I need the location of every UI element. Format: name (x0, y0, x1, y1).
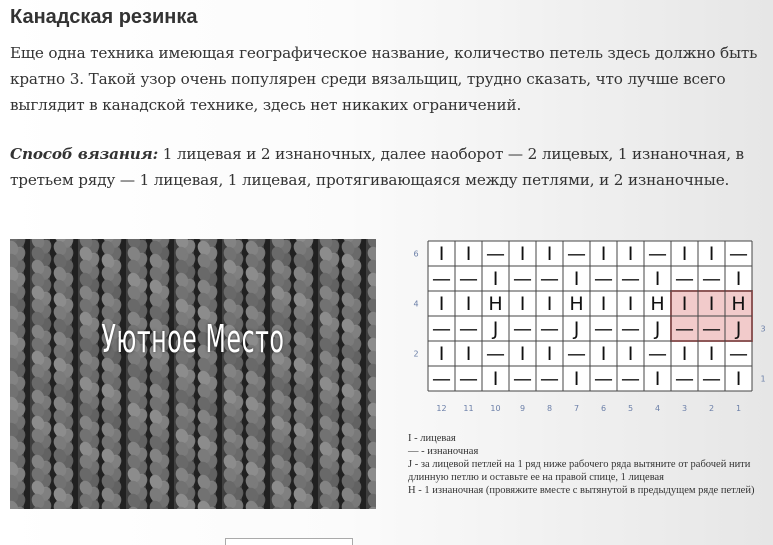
chart-cell-symbol: — (513, 368, 532, 390)
legend-item: — - изнаночная (408, 446, 479, 457)
chart-cell-symbol: — (675, 318, 694, 340)
chart-cell-symbol: I (681, 243, 688, 265)
row-label-right: 3 (760, 324, 766, 334)
chart-cell-symbol: — (702, 368, 721, 390)
method-text: 1 лицевая и 2 изнаночных, далее наоборот — 2 лицевых, 1 изнаночная, в третьем ряду — 1 лицевая, 1 лицевая, протягивающаяся между петлями, и 2 изнаночные. (10, 145, 744, 189)
chart-cell-symbol: I (465, 243, 472, 265)
chart-cell-symbol: — (540, 268, 559, 290)
legend-item: I - лицевая (408, 433, 456, 444)
chart-cell-symbol: — (702, 318, 721, 340)
chart-cell-symbol: — (432, 318, 451, 340)
column-label: 3 (681, 404, 688, 412)
chart-cell-symbol: I (519, 343, 526, 365)
row-label-left: 6 (413, 249, 419, 259)
chart-cell-symbol: H (488, 293, 503, 315)
chart-cell-symbol: J (573, 318, 580, 340)
chart-cell-symbol: H (569, 293, 584, 315)
chart-cell-symbol: — (675, 268, 694, 290)
chart-cell-symbol: — (540, 368, 559, 390)
legend-item: J - за лицевой петлей на 1 ряд ниже рабочего ряда вытяните от рабочей нити длинную петлю и оставьте ее на правой спице, 1 лицевая (408, 459, 751, 483)
chart-cell-symbol: — (648, 343, 667, 365)
chart-cell-symbol: I (546, 343, 553, 365)
column-label: 7 (573, 404, 580, 412)
chart-cell-symbol: I (519, 243, 526, 265)
chart-cell-symbol: — (486, 243, 505, 265)
chart-cell-symbol: I (681, 343, 688, 365)
article-title: Канадская резинка (10, 6, 198, 28)
row-label-left: 2 (413, 349, 419, 359)
chart-cell-symbol: J (735, 318, 742, 340)
chart-cell-symbol: — (513, 318, 532, 340)
chart-cell-symbol: I (708, 293, 715, 315)
chart-cell-symbol: — (540, 318, 559, 340)
chart-cell-symbol: — (648, 243, 667, 265)
chart-cell-symbol: I (465, 293, 472, 315)
chart-cell-symbol: — (459, 368, 478, 390)
chart-cell-symbol: I (600, 293, 607, 315)
photo-watermark: Уютное Место (101, 317, 285, 361)
chart-cell-symbol: — (621, 368, 640, 390)
chart-cell-symbol: I (627, 343, 634, 365)
chart-cell-symbol: — (621, 268, 640, 290)
chart-cell-symbol: — (702, 268, 721, 290)
chart-cell-symbol: I (627, 293, 634, 315)
column-label: 4 (654, 404, 661, 412)
chart-cell-symbol: I (600, 243, 607, 265)
chart-cell-symbol: — (432, 368, 451, 390)
chart-cell-symbol: — (729, 243, 748, 265)
legend-item: H - 1 изнаночная (провяжите вместе с вытянутой в предыдущем ряде петлей) (408, 485, 755, 496)
chart-cell-symbol: I (654, 368, 661, 390)
knitted-rib-photo (10, 239, 376, 509)
chart-cell-symbol: I (492, 268, 499, 290)
column-label: 12 (436, 404, 447, 412)
chart-cell-symbol: I (573, 268, 580, 290)
chart-cell-symbol: I (519, 293, 526, 315)
chart-cell-symbol: — (567, 343, 586, 365)
chart-cell-symbol: I (573, 368, 580, 390)
chart-cell-symbol: I (438, 243, 445, 265)
knit-texture (10, 239, 376, 509)
chart-cell-symbol: — (621, 318, 640, 340)
row-label-left: 4 (413, 299, 419, 309)
chart-cell-symbol: — (675, 368, 694, 390)
chart-cell-symbol: — (567, 243, 586, 265)
chart-cell-symbol: I (654, 268, 661, 290)
chart-cell-symbol: — (594, 318, 613, 340)
chart-cell-symbol: — (459, 318, 478, 340)
chart-cell-symbol: I (492, 368, 499, 390)
column-label: 10 (490, 404, 501, 412)
pattern-grid (408, 237, 768, 412)
chart-cell-symbol: H (731, 293, 746, 315)
chart-cell-symbol: I (708, 243, 715, 265)
chart-cell-symbol: I (627, 243, 634, 265)
chart-cell-symbol: — (594, 368, 613, 390)
chart-cell-symbol: I (600, 343, 607, 365)
chart-cell-symbol: — (486, 343, 505, 365)
column-label: 11 (463, 404, 474, 412)
knitting-pattern-chart (408, 237, 768, 412)
method-label: Способ вязания: (10, 145, 159, 163)
chart-cell-symbol: — (594, 268, 613, 290)
column-label: 6 (600, 404, 607, 412)
column-label: 5 (627, 404, 634, 412)
chart-cell-symbol: — (729, 343, 748, 365)
chart-cell-symbol: J (492, 318, 499, 340)
column-label: 9 (519, 404, 526, 412)
method-paragraph (10, 141, 772, 193)
chart-cell-symbol: H (650, 293, 665, 315)
chart-cell-symbol: I (735, 268, 742, 290)
chart-cell-symbol: I (546, 293, 553, 315)
chart-cell-symbol: I (735, 368, 742, 390)
column-label: 8 (546, 404, 553, 412)
chart-legend (408, 432, 768, 497)
chart-cell-symbol: — (513, 268, 532, 290)
column-label: 2 (708, 404, 715, 412)
chart-cell-symbol: I (708, 343, 715, 365)
chart-cell-symbol: — (432, 268, 451, 290)
chart-cell-symbol: I (438, 293, 445, 315)
column-label: 1 (735, 404, 742, 412)
chart-cell-symbol: — (459, 268, 478, 290)
chart-cell-symbol: I (681, 293, 688, 315)
intro-paragraph: Еще одна техника имеющая географическое название, количество петель здесь должно быть кратно 3. Такой узор очень популярен среди вязальщиц, трудно сказать, что лучше всего выглядит в канадской технике, здесь нет никаких ограничений. (10, 44, 758, 114)
chart-cell-symbol: I (546, 243, 553, 265)
row-label-right: 1 (760, 374, 766, 384)
chart-cell-symbol: J (654, 318, 661, 340)
chart-cell-symbol: I (465, 343, 472, 365)
chart-cell-symbol: I (438, 343, 445, 365)
